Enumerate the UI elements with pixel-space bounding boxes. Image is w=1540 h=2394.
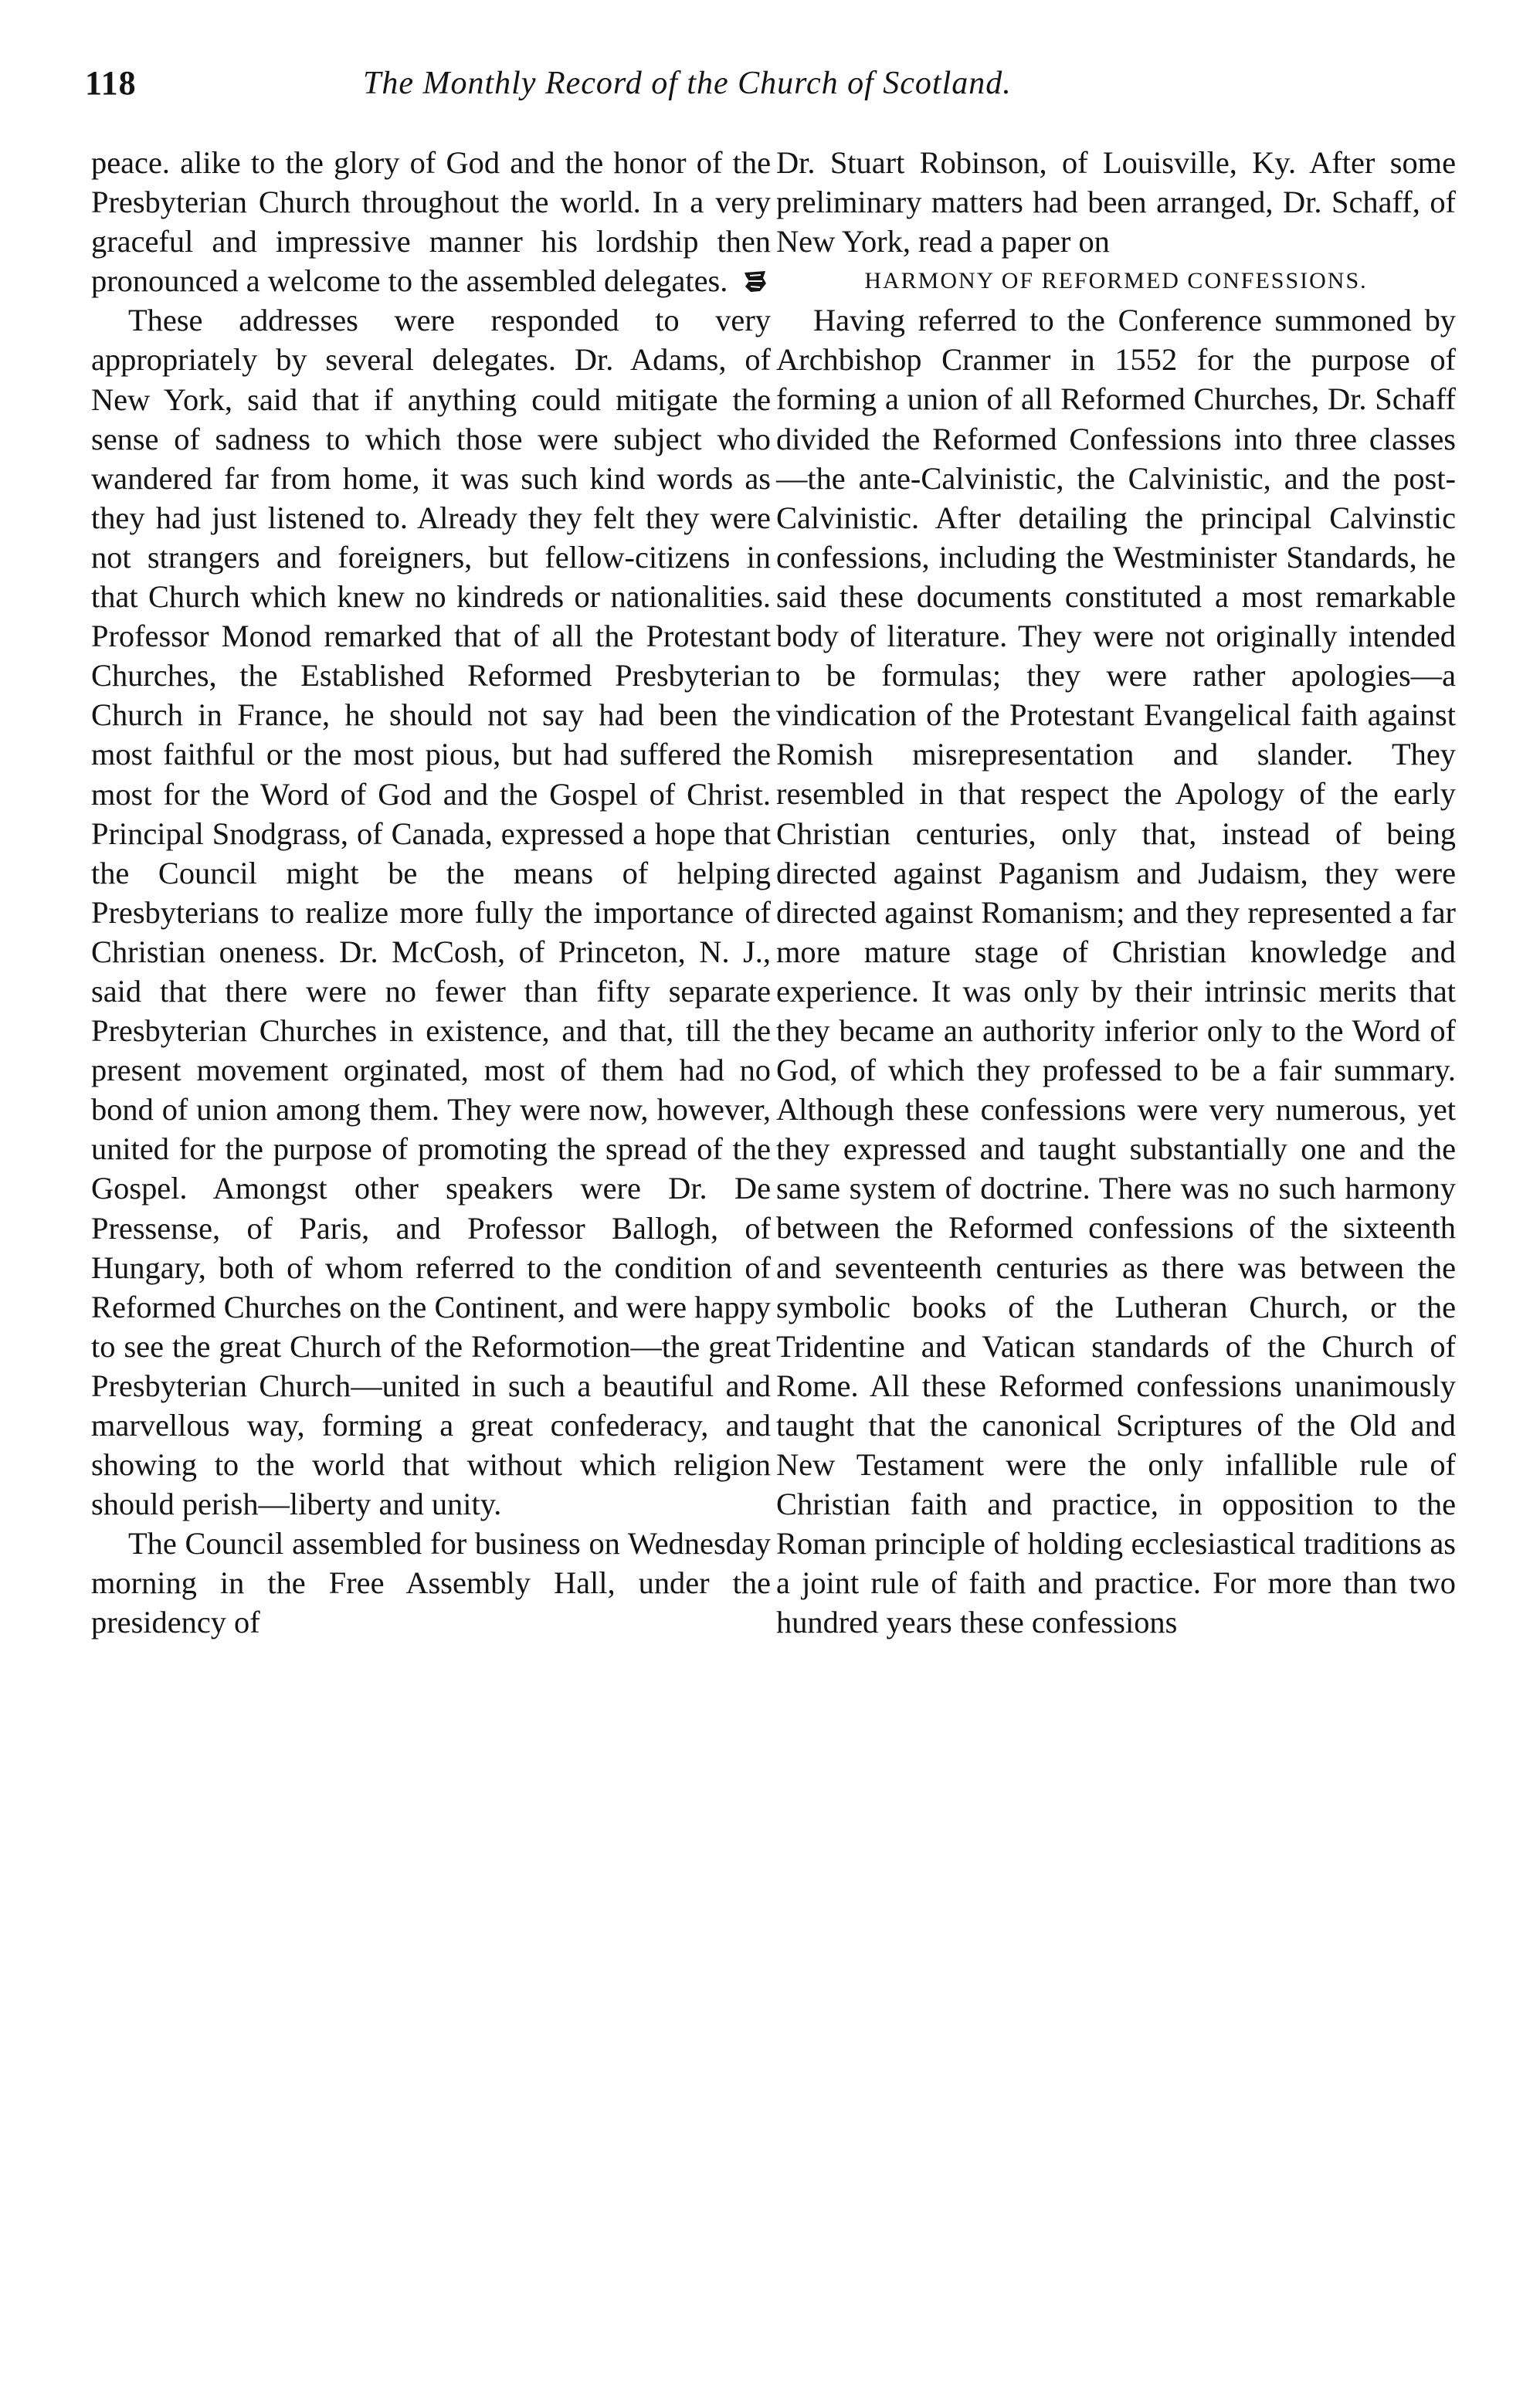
page-header xyxy=(85,60,1444,114)
left-column xyxy=(91,143,771,1643)
printer-ornament-icon xyxy=(741,266,769,293)
right-column xyxy=(776,143,1456,1642)
section-heading: HARMONY OF REFORMED CONFESSIONS. xyxy=(864,268,1368,294)
right-paragraph-1: Dr. Stuart Robinson, of Louisville, Ky. After some preliminary matters had been arranged, Dr. Schaff, of New York, read a paper on xyxy=(776,145,1456,259)
left-paragraph-1 xyxy=(91,143,771,300)
running-title: The Monthly Record of the Church of Scotland. xyxy=(363,66,1012,101)
left-paragraph-2: These addresses were responded to very appropriately by several delegates. Dr. Adams, of New York, said that if anything could mitigate the sense of sadness to which those were subject who wandered far from home, it was such kind words as they had just listened to. Already they felt they were not strangers and foreigners, but fellow-citizens in that Church which knew no kindreds or nationalities. Professor Monod remarked that of all the Protestant Churches, the Established Reformed Presbyterian Church in France, he should not say had been the most faithful or the most pious, but had suffered the most for the Word of God and the Gospel of Christ. Principal Snodgrass, of Canada, expressed a hope that the Council might be the means of helping Presbyterians to realize more fully the importance of Christian oneness. Dr. McCosh, of Princeton, N. J., said that there were no fewer than fifty separate Presbyterian Churches in existence, and that, till the present movement orginated, most of them had no bond of union among them. They were now, however, united for the purpose of promoting the spread of the Gospel. Amongst other speakers were Dr. De Pressense, of Paris, and Professor Ballogh, of Hungary, both of whom referred to the condition of Reformed Churches on the Continent, and were happy to see the great Church of the Reformotion—the great Presbyterian Church—united in such a beautiful and marvellous way, forming a great confederacy, and showing to the world that without which religion should perish—liberty and unity. xyxy=(91,303,771,1522)
left-paragraph-3: The Council assembled for business on Wednesday morning in the Free Assembly Hall, under the presidency of xyxy=(91,1526,771,1640)
left-paragraph-1-text: peace. alike to the glory of God and the honor of the Presbyterian Church throughout the world. In a very graceful and impressive manner his lordship then pronounced a welcome to the assembled delegates. xyxy=(91,145,771,299)
right-paragraph-2: Having referred to the Conference summoned by Archbishop Cranmer in 1552 for the purpose of forming a union of all Reformed Churches, Dr. Schaff divided the Reformed Confessions into three classes—the ante-Calvinistic, the Calvinistic, and the post-Calvinistic. After detailing the principal Calvinstic confessions, including the Westminister Standards, he said these documents constituted a most remarkable body of literature. They were not originally intended to be formulas; they were rather apologies—a vindication of the Protestant Evangelical faith against Romish misrepresentation and slander. They resembled in that respect the Apology of the early Christian centuries, only that, instead of being directed against Paganism and Judaism, they were directed against Romanism; and they represented a far more mature stage of Christian knowledge and experience. It was only by their intrinsic merits that they became an authority inferior only to the Word of God, of which they professed to be a fair summary. Although these confessions were very numerous, yet they expressed and taught substantially one and the same system of doctrine. There was no such harmony between the Reformed confessions of the sixteenth and seventeenth centuries as there was between the symbolic books of the Lutheran Church, or the Tridentine and Vatican standards of the Church of Rome. All these Reformed confessions unanimously taught that the canonical Scriptures of the Old and New Testament were the only infallible rule of Christian faith and practice, in opposition to the Roman principle of holding ecclesiastical traditions as a joint rule of faith and practice. For more than two hundred years these confessions xyxy=(776,303,1456,1640)
page-number: 118 xyxy=(85,64,137,102)
